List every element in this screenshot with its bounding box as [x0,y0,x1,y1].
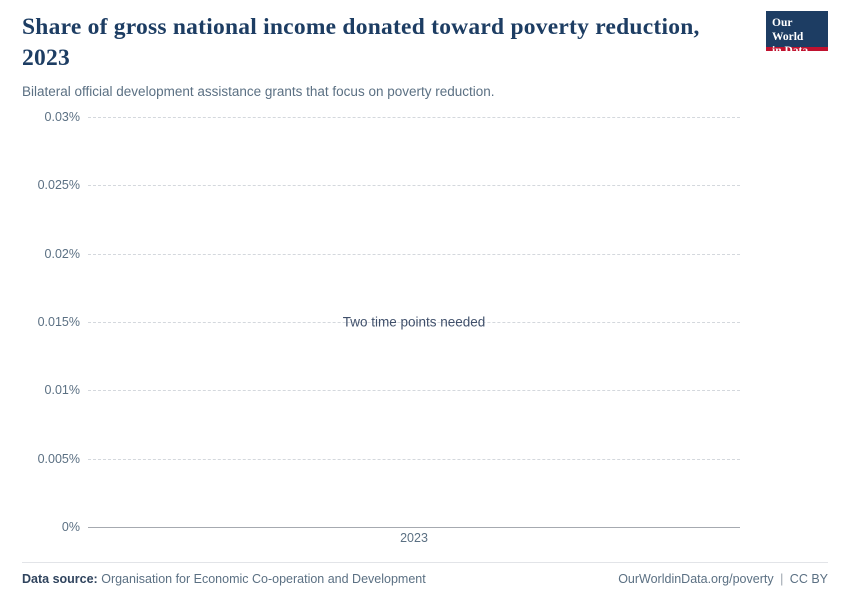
logo-line-2: in Data [772,45,809,58]
gridlines [88,117,740,527]
gridline [88,390,740,391]
y-tick-label: 0% [61,520,80,535]
gridline [88,459,740,460]
y-tick-label: 0.005% [37,452,80,467]
site-link[interactable]: OurWorldinData.org/poverty [618,572,774,586]
gridline [88,254,740,255]
chart-subtitle: Bilateral official development assistance grants that focus on poverty reduction. [22,84,495,100]
y-tick-label: 0.03% [44,110,80,125]
license-link[interactable]: CC BY [789,572,828,586]
chart-footer [22,562,828,586]
y-tick-label: 0.01% [44,383,80,398]
gridline [88,117,740,118]
data-source-value: Organisation for Economic Co-operation and Development [101,572,426,586]
chart-header [22,12,828,101]
our-world-in-data-logo[interactable] [766,11,828,58]
logo-line-1: Our World [772,17,804,44]
x-axis [88,531,740,551]
footer-links [618,572,828,586]
gridline [88,185,740,186]
x-axis-baseline [88,527,740,528]
footer-separator: | [780,572,784,586]
no-data-message: Two time points needed [342,314,486,330]
data-source [22,572,426,586]
y-axis [22,110,80,535]
y-tick-label: 0.025% [37,178,80,193]
y-tick-label: 0.02% [44,247,80,262]
chart-plot-area [22,110,828,557]
data-source-label: Data source: [22,572,98,586]
x-tick-label: 2023 [400,531,428,546]
page-title: Share of gross national income donated toward poverty reduction, 2023 [22,14,700,72]
y-tick-label: 0.015% [37,315,80,330]
